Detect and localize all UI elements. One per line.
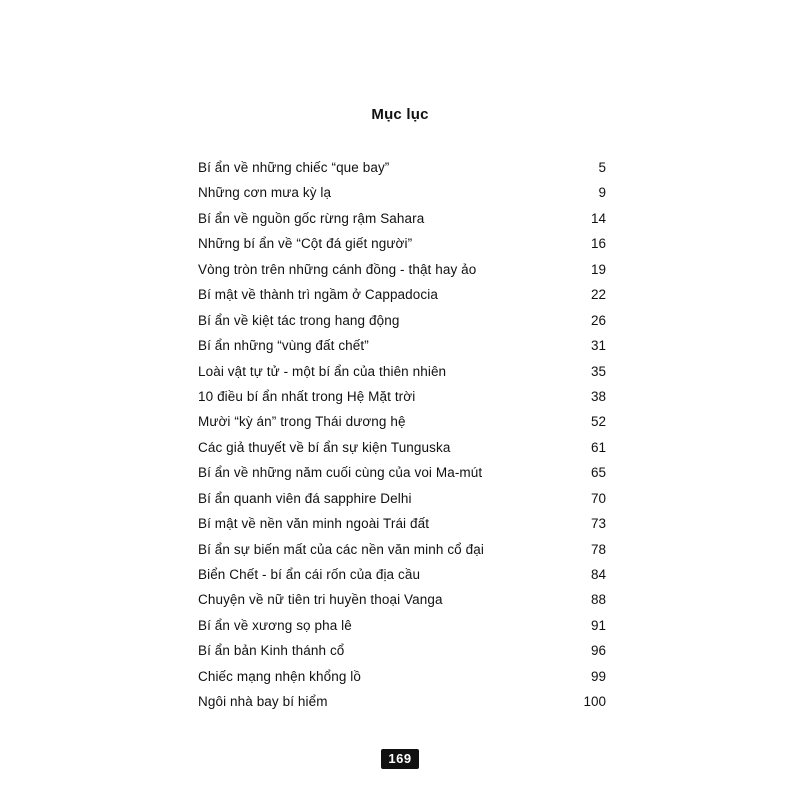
toc-entry-page: 100 [583,694,606,710]
toc-entry-title: Bí mật về thành trì ngầm ở Cappadocia [198,287,438,303]
toc-entry-page: 84 [590,567,606,582]
toc-entry-page: 91 [590,617,606,633]
toc-entry-title: Ngôi nhà bay bí hiểm [198,694,328,710]
toc-row [198,587,606,612]
toc-row [198,282,606,307]
toc-entry-title: Bí ẩn về những chiếc “que bay” [198,160,390,175]
toc-entry-title: Những cơn mưa kỳ lạ [198,185,332,201]
toc-row [198,460,606,485]
toc-row [198,384,606,409]
toc-row [198,537,606,562]
toc-row [198,359,606,384]
toc-entry-page: 9 [598,185,606,201]
toc-entry-page: 26 [590,312,606,328]
toc-row [198,308,606,333]
toc-row [198,613,606,638]
toc-entry-title: Những bí ẩn về “Cột đá giết người” [198,236,413,252]
toc-entry-title: Bí ẩn bản Kinh thánh cổ [198,643,345,659]
toc-row [198,486,606,511]
toc-entry-page: 70 [590,490,606,506]
toc-entry-title: Vòng tròn trên những cánh đồng - thật hay ảo [198,261,477,277]
toc-row [198,638,606,663]
toc-row [198,409,606,434]
toc-entry-title: Bí ẩn về xương sọ pha lê [198,617,352,633]
toc-entry-title: Chuyện về nữ tiên tri huyền thoại Vanga [198,592,443,608]
toc-entry-title: Bí ẩn về nguồn gốc rừng rậm Sahara [198,210,425,226]
toc-entry-page: 61 [590,439,606,455]
toc-entry-title: Các giả thuyết về bí ẩn sự kiện Tunguska [198,439,451,455]
toc-entry-title: Bí ẩn về những năm cuối cùng của voi Ma-mút [198,465,483,481]
toc-entry-page: 96 [590,643,606,659]
toc-row [198,333,606,358]
toc-entry-title: Bí ẩn quanh viên đá sapphire Delhi [198,490,412,506]
toc-entry-title: Loài vật tự tử - một bí ẩn của thiên nhiên [198,363,447,379]
toc-heading: Mục lục [371,106,429,123]
toc-entry-page: 5 [598,160,606,175]
toc-entry-page: 65 [590,465,606,481]
toc-entry-title: Mười “kỳ án” trong Thái dương hệ [198,414,406,430]
toc-entry-page: 19 [590,261,606,277]
toc-entry-page: 22 [590,287,606,303]
toc-entry-title: Bí ẩn sự biến mất của các nền văn minh cổ đại [198,541,484,557]
toc-row [198,155,606,180]
toc-entry-page: 35 [590,363,606,379]
toc-row [198,206,606,231]
toc-row [198,511,606,536]
toc-entry-page: 16 [590,236,606,252]
toc-entry-title: Chiếc mạng nhện khổng lồ [198,668,362,684]
toc-entry-page: 99 [590,668,606,684]
toc-row [198,257,606,282]
toc-row [198,435,606,460]
toc-entry-page: 52 [590,414,606,430]
toc-entry-title: Biển Chết - bí ẩn cái rốn của địa cầu [198,567,421,582]
toc-row [198,562,606,587]
toc-entry-page: 88 [590,592,606,608]
toc-entry-page: 73 [590,516,606,532]
toc-entry-page: 38 [590,388,606,404]
toc-row [198,689,606,714]
toc-row [198,231,606,256]
toc-entry-title: Bí mật về nền văn minh ngoài Trái đất [198,516,430,532]
table-of-contents [198,155,606,715]
toc-row [198,180,606,205]
toc-row [198,664,606,689]
toc-entry-page: 14 [590,210,606,226]
toc-entry-title: 10 điều bí ẩn nhất trong Hệ Mặt trời [198,388,416,404]
toc-entry-title: Bí ẩn về kiệt tác trong hang động [198,312,400,328]
toc-entry-title: Bí ẩn những “vùng đất chết” [198,338,369,354]
toc-entry-page: 78 [590,541,606,557]
toc-entry-page: 31 [590,338,606,354]
page-number-badge: 169 [381,749,419,769]
